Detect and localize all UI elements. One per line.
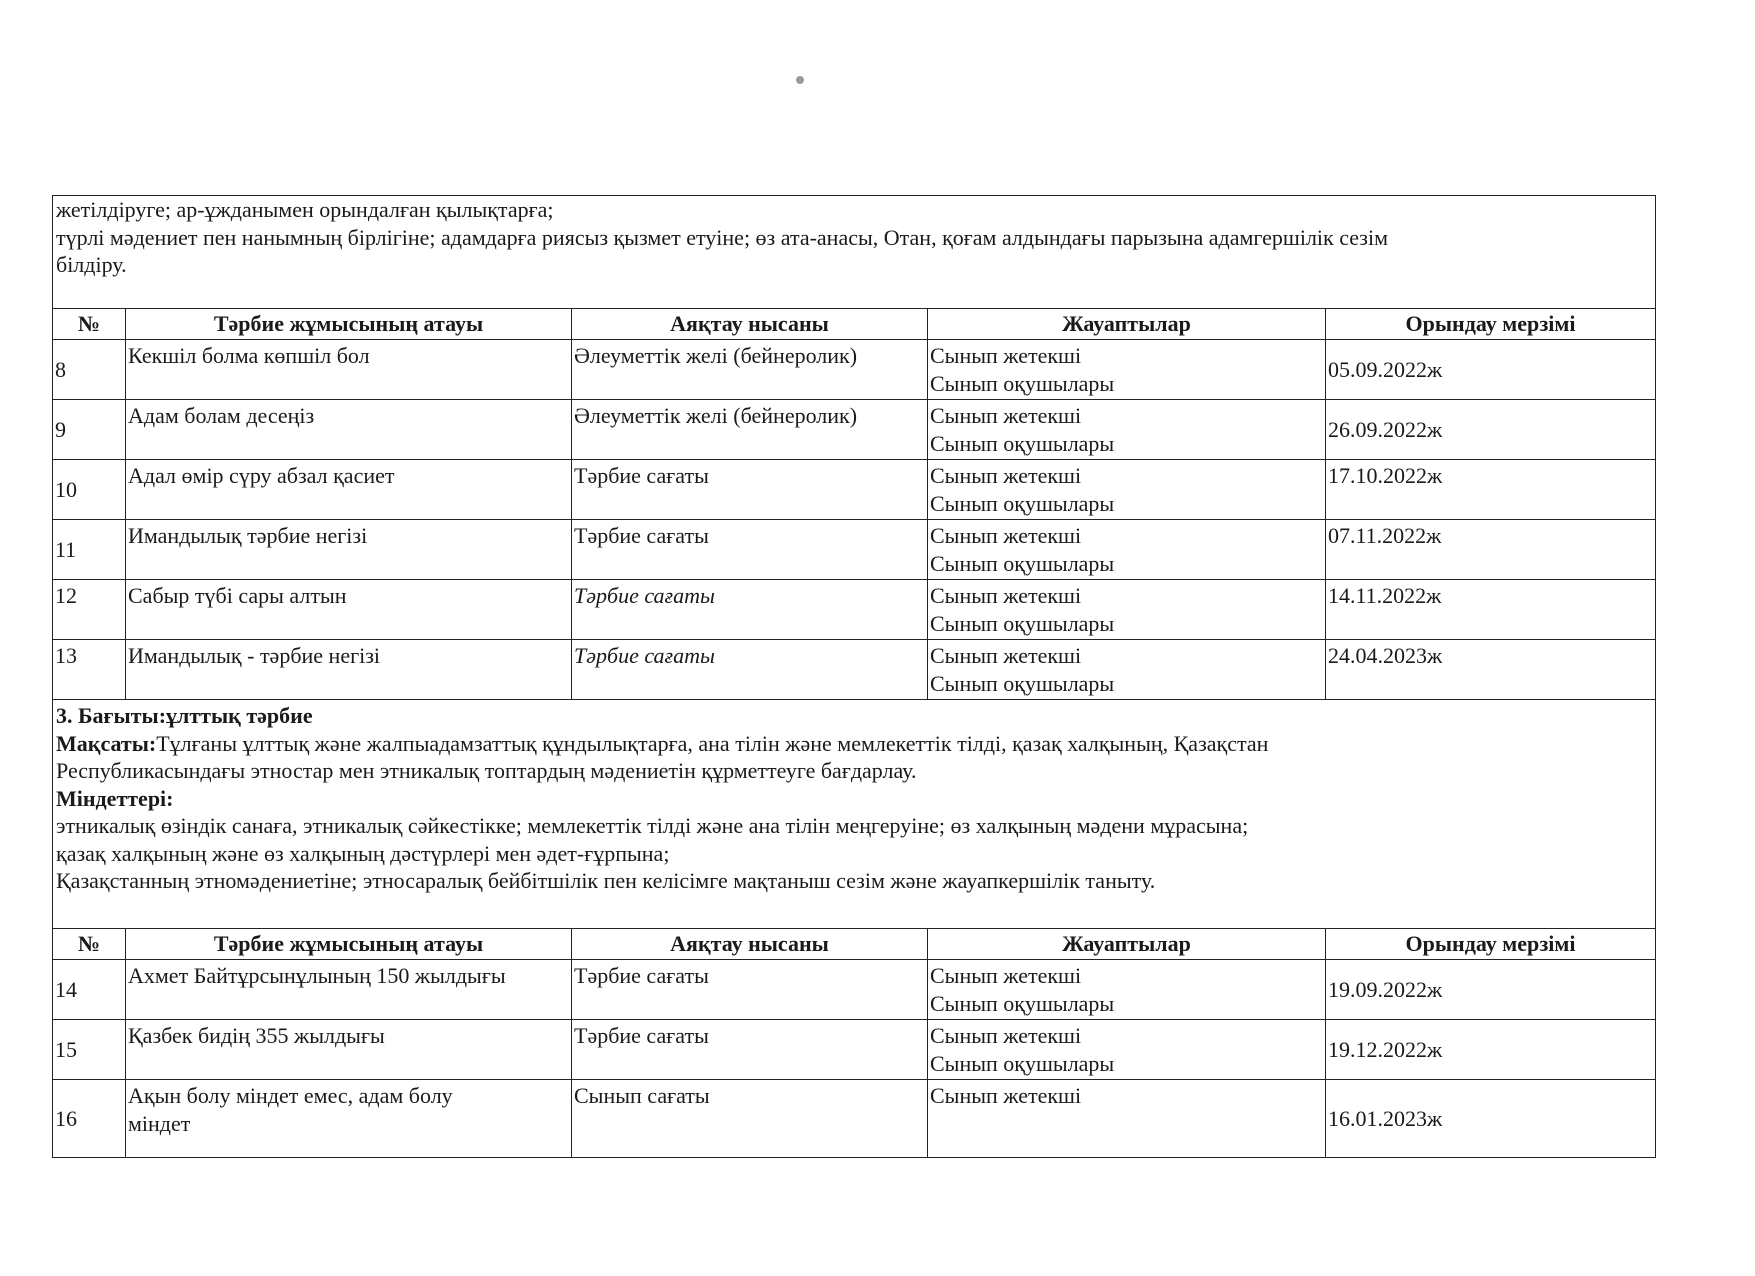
- row-date: 17.10.2022ж: [1326, 460, 1656, 520]
- goal-label: Мақсаты:: [56, 730, 157, 756]
- row-name: [126, 1080, 572, 1158]
- responsible-line: Сынып оқушылары: [930, 490, 1115, 516]
- responsible-line: Сынып жетекші: [930, 463, 1082, 488]
- task-line: қазақ халқының және өз халқының дәстүрлері мен әдет-ғұрпына;: [56, 840, 670, 866]
- row-date: 19.09.2022ж: [1326, 960, 1656, 1020]
- row-num: 9: [53, 400, 126, 460]
- section-title: 3. Бағыты:ұлттық тәрбие: [56, 703, 313, 728]
- header-date: Орындау мерзімі: [1326, 929, 1656, 960]
- row-form: Әлеуметтік желі (бейнеролик): [572, 340, 928, 400]
- row-name: Сабыр түбі сары алтын: [126, 580, 572, 640]
- name-line: міндет: [128, 1110, 191, 1136]
- task-line: этникалық өзіндік санаға, этникалық сәйкестікке; мемлекеттік тілді және ана тілін меңгеруіне; өз халқының мәдени мұрасына;: [56, 813, 1249, 838]
- responsible-line: Сынып оқушылары: [930, 670, 1115, 696]
- responsible-line: Сынып оқушылары: [930, 610, 1115, 636]
- header-name: Тәрбие жұмысының атауы: [126, 929, 572, 960]
- row-form: Әлеуметтік желі (бейнеролик): [572, 400, 928, 460]
- row-responsible: [928, 580, 1326, 640]
- responsible-line: Сынып оқушылары: [930, 550, 1115, 576]
- responsible-line: Сынып жетекші: [930, 963, 1082, 988]
- responsible-line: Сынып жетекші: [930, 583, 1082, 608]
- row-responsible: [928, 520, 1326, 580]
- row-form: Тәрбие сағаты: [572, 960, 928, 1020]
- row-num: 10: [53, 460, 126, 520]
- table-row: [53, 520, 1656, 580]
- header-num: №: [53, 929, 126, 960]
- education-plan-table: [52, 195, 1656, 1158]
- responsible-line: Сынып оқушылары: [930, 1050, 1115, 1076]
- row-name: Адам болам десеңіз: [126, 400, 572, 460]
- goal-text: Тұлғаны ұлттық және жалпыадамзаттық құндылықтарға, ана тілін және мемлекеттік тілді, қазақ халқының, Қазақстан: [156, 730, 1269, 756]
- responsible-line: Сынып жетекші: [930, 643, 1082, 668]
- row-name: Кекшіл болма көпшіл бол: [126, 340, 572, 400]
- row-date: 05.09.2022ж: [1326, 340, 1656, 400]
- row-name: Имандылық тәрбие негізі: [126, 520, 572, 580]
- row-responsible: [928, 400, 1326, 460]
- row-form: Тәрбие сағаты: [572, 460, 928, 520]
- table-header-row: [53, 929, 1656, 960]
- row-num: 12: [53, 580, 126, 640]
- responsible-line: Сынып жетекші: [930, 343, 1082, 368]
- section-row: [53, 700, 1656, 929]
- table-row: [53, 580, 1656, 640]
- responsible-line: Сынып жетекші: [930, 403, 1082, 428]
- intro-text: [53, 196, 1656, 309]
- responsible-line: Сынып жетекші: [930, 1023, 1082, 1048]
- row-name: Ахмет Байтұрсынұлының 150 жылдығы: [126, 960, 572, 1020]
- row-responsible: [928, 960, 1326, 1020]
- row-form: Тәрбие сағаты: [572, 580, 928, 640]
- table-row: [53, 1020, 1656, 1080]
- row-responsible: [928, 640, 1326, 700]
- task-line: Қазақстанның этномәдениетіне; этносаралық бейбітшілік пен келісімге мақтаныш сезім және жауапкершілік таныту.: [56, 868, 1156, 893]
- header-name: Тәрбие жұмысының атауы: [126, 309, 572, 340]
- responsible-line: Сынып оқушылары: [930, 430, 1115, 456]
- row-form: Тәрбие сағаты: [572, 640, 928, 700]
- responsible-line: Сынып оқушылары: [930, 990, 1115, 1016]
- header-num: №: [53, 309, 126, 340]
- row-responsible: Сынып жетекші: [928, 1080, 1326, 1158]
- table-row: [53, 340, 1656, 400]
- row-responsible: [928, 1020, 1326, 1080]
- header-form: Аяқтау нысаны: [572, 309, 928, 340]
- row-date: 26.09.2022ж: [1326, 400, 1656, 460]
- table-header-row: [53, 309, 1656, 340]
- table-row: [53, 1080, 1656, 1158]
- intro-line: түрлі мәдениет пен нанымның бірлігіне; адамдарға риясыз қызмет етуіне; өз ата-анасы, Отан, қоғам алдындағы парызына адамгершілік сезім: [56, 224, 1389, 250]
- tasks-label: Міндеттері:: [56, 785, 174, 811]
- row-form: Сынып сағаты: [572, 1080, 928, 1158]
- row-num: 11: [53, 520, 126, 580]
- row-date: 07.11.2022ж: [1326, 520, 1656, 580]
- row-date: 16.01.2023ж: [1326, 1080, 1656, 1158]
- section-3-description: [53, 700, 1656, 929]
- row-date: 14.11.2022ж: [1326, 580, 1656, 640]
- section-goal: [56, 730, 1652, 758]
- responsible-line: Сынып жетекші: [930, 523, 1082, 548]
- row-num: 8: [53, 340, 126, 400]
- row-responsible: [928, 460, 1326, 520]
- row-num: 16: [53, 1080, 126, 1158]
- row-name: Адал өмір сүру абзал қасиет: [126, 460, 572, 520]
- row-name: Қазбек бидің 355 жылдығы: [126, 1020, 572, 1080]
- table-row: [53, 400, 1656, 460]
- row-name: Имандылық - тәрбие негізі: [126, 640, 572, 700]
- intro-line: білдіру.: [56, 252, 127, 277]
- intro-row: [53, 196, 1656, 309]
- scan-artifact-dot: [796, 76, 804, 84]
- row-date: 24.04.2023ж: [1326, 640, 1656, 700]
- header-form: Аяқтау нысаны: [572, 929, 928, 960]
- header-date: Орындау мерзімі: [1326, 309, 1656, 340]
- row-responsible: [928, 340, 1326, 400]
- table-row: [53, 960, 1656, 1020]
- header-responsible: Жауаптылар: [928, 309, 1326, 340]
- responsible-line: Сынып оқушылары: [930, 370, 1115, 396]
- row-form: Тәрбие сағаты: [572, 1020, 928, 1080]
- row-date: 19.12.2022ж: [1326, 1020, 1656, 1080]
- row-num: 15: [53, 1020, 126, 1080]
- row-num: 14: [53, 960, 126, 1020]
- goal-text-continued: Республикасындағы этностар мен этникалық топтардың мәдениетін құрметтеуге бағдарлау.: [56, 758, 917, 783]
- intro-line: жетілдіруге; ар-ұжданымен орындалған қылықтарға;: [56, 197, 554, 222]
- table-row: [53, 460, 1656, 520]
- row-num: 13: [53, 640, 126, 700]
- name-line: Ақын болу міндет емес, адам болу: [128, 1083, 453, 1108]
- row-form: Тәрбие сағаты: [572, 520, 928, 580]
- header-responsible: Жауаптылар: [928, 929, 1326, 960]
- table-row: [53, 640, 1656, 700]
